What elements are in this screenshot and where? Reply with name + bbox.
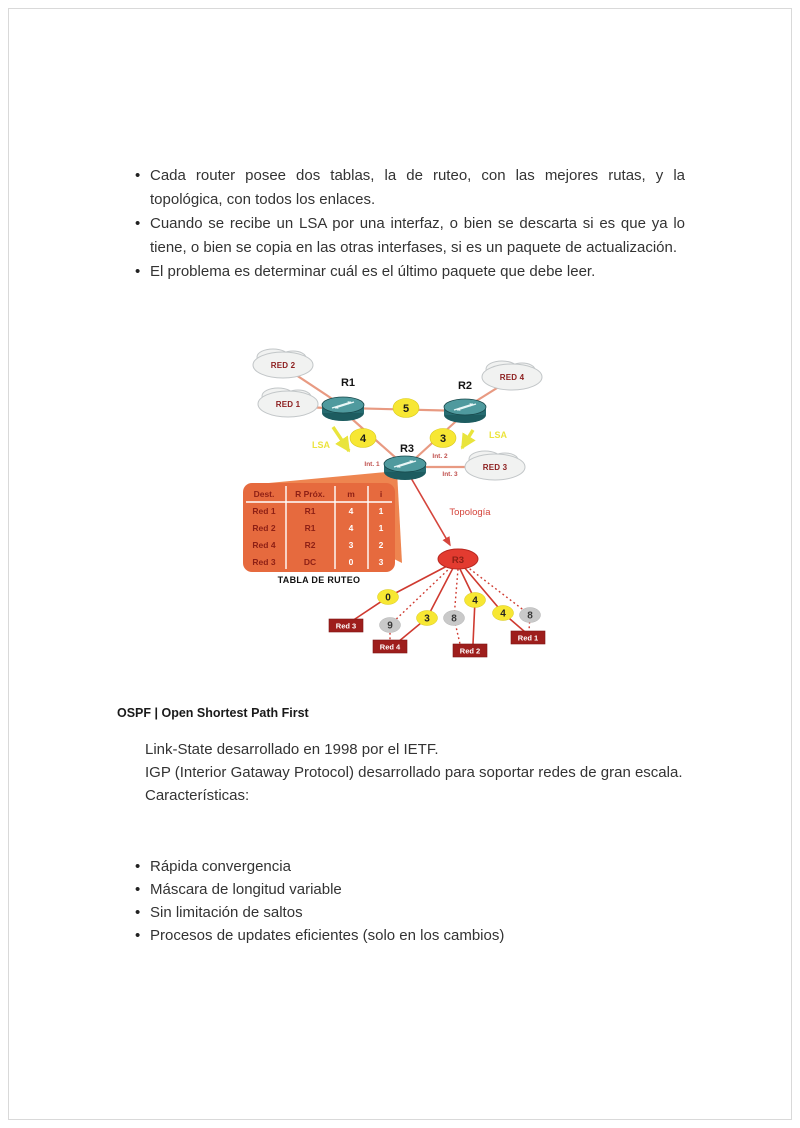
topology-edges (352, 565, 530, 644)
list-item-text: Máscara de longitud variable (150, 881, 342, 898)
paragraph: Características: (145, 787, 250, 804)
topology-leaf-boxes (329, 619, 545, 657)
cell-dest: Red 3 (252, 557, 276, 567)
cell-i: 3 (378, 557, 384, 567)
topology-arrow (411, 478, 450, 545)
cell-i: 1 (378, 523, 384, 533)
link-cost-badges (350, 399, 456, 448)
cloud-label: RED 3 (482, 463, 508, 472)
table-header-m: m (347, 489, 355, 499)
body-paragraphs (117, 738, 683, 807)
node-cost: 3 (424, 613, 430, 625)
topology-cost-nodes (378, 590, 541, 633)
cloud-red3 (465, 451, 525, 480)
cost-r1-r2: 5 (402, 403, 410, 415)
cell-i: 1 (378, 506, 384, 516)
cell-dest: Red 4 (252, 540, 276, 550)
cloud-label: RED 2 (270, 361, 296, 370)
lsa-label-right: LSA (489, 430, 507, 440)
section-heading: OSPF | Open Shortest Path First (117, 706, 309, 720)
interface-2-label: Int. 2 (432, 453, 448, 460)
cell-dest: Red 2 (252, 523, 276, 533)
router-r1-label: R1 (340, 377, 356, 389)
router-r3-label: R3 (399, 443, 415, 455)
router-r2-label: R2 (457, 380, 473, 392)
router-r1-icon (322, 397, 364, 421)
list-item (133, 924, 693, 947)
cloud-label: RED 4 (499, 373, 525, 382)
cloud-red1 (258, 388, 318, 417)
list-item (133, 164, 685, 212)
router-r3-icon (384, 456, 426, 480)
leaf-label: Red 4 (379, 642, 401, 652)
list-item-text: El problema es determinar cuál es el último paquete que debe leer. (150, 263, 596, 280)
node-cost: 4 (472, 595, 478, 607)
cell-dest: Red 1 (252, 506, 276, 516)
topology-label: Topología (449, 507, 491, 518)
ospf-diagram-svg (232, 345, 572, 670)
leaf-label: Red 2 (459, 646, 481, 656)
router-r2-icon (444, 399, 486, 423)
list-item-text: Cada router posee dos tablas, la de ruteo, con las mejores rutas, y la topológica, con todos los enlaces. (150, 167, 685, 208)
table-header-dest: Dest. (253, 489, 275, 499)
routing-table (243, 483, 395, 585)
list-item (133, 855, 693, 878)
leaf-label: Red 3 (335, 621, 357, 631)
topology-root-label: R3 (451, 555, 465, 566)
cost-r1-r3: 4 (359, 433, 367, 445)
cloud-label: RED 1 (275, 400, 301, 409)
lsa-arrow-right (462, 430, 473, 448)
interface-1-label: Int. 1 (364, 461, 380, 468)
cell-next: R1 (304, 523, 316, 533)
cell-next: R2 (304, 540, 316, 550)
ospf-network-diagram (232, 345, 572, 670)
node-cost: 9 (387, 620, 393, 632)
interface-3-label: Int. 3 (442, 471, 458, 478)
cell-m: 3 (348, 540, 354, 550)
paragraph: IGP (Interior Gataway Protocol) desarrollado para soportar redes de gran escala. (145, 764, 683, 781)
table-header-i: i (379, 489, 383, 499)
cost-r2-r3: 3 (439, 433, 447, 445)
list-item (133, 212, 685, 260)
cell-next: DC (303, 557, 317, 567)
node-cost: 4 (500, 608, 506, 620)
cell-m: 4 (348, 506, 354, 516)
list-item-text: Procesos de updates eficientes (solo en los cambios) (150, 927, 505, 944)
cell-m: 0 (348, 557, 354, 567)
list-item (133, 260, 685, 284)
list-item (133, 901, 693, 924)
list-item-text: Sin limitación de saltos (150, 904, 303, 921)
bullet-list-features (133, 855, 693, 947)
table-header-next: R Próx. (295, 489, 325, 499)
node-cost: 0 (385, 592, 391, 604)
lsa-arrow-left (333, 427, 349, 451)
list-item (133, 878, 693, 901)
node-cost: 8 (451, 613, 457, 625)
list-item-text: Cuando se recibe un LSA por una interfaz, o bien se descarta si es que ya lo tiene, o bien se copia en las otras interfases, si es un paquete de actualización. (150, 215, 685, 256)
cloud-red4 (482, 361, 542, 390)
table-title: TABLA DE RUTEO (277, 575, 361, 585)
node-cost: 8 (527, 610, 533, 622)
paragraph: Link-State desarrollado en 1998 por el IETF. (145, 741, 439, 758)
cell-next: R1 (304, 506, 316, 516)
leaf-label: Red 1 (517, 633, 539, 643)
list-item-text: Rápida convergencia (150, 858, 291, 875)
lsa-label-left: LSA (312, 440, 330, 450)
bullet-list-top (133, 164, 685, 284)
cell-m: 4 (348, 523, 354, 533)
cloud-red2 (253, 349, 313, 378)
cell-i: 2 (378, 540, 384, 550)
